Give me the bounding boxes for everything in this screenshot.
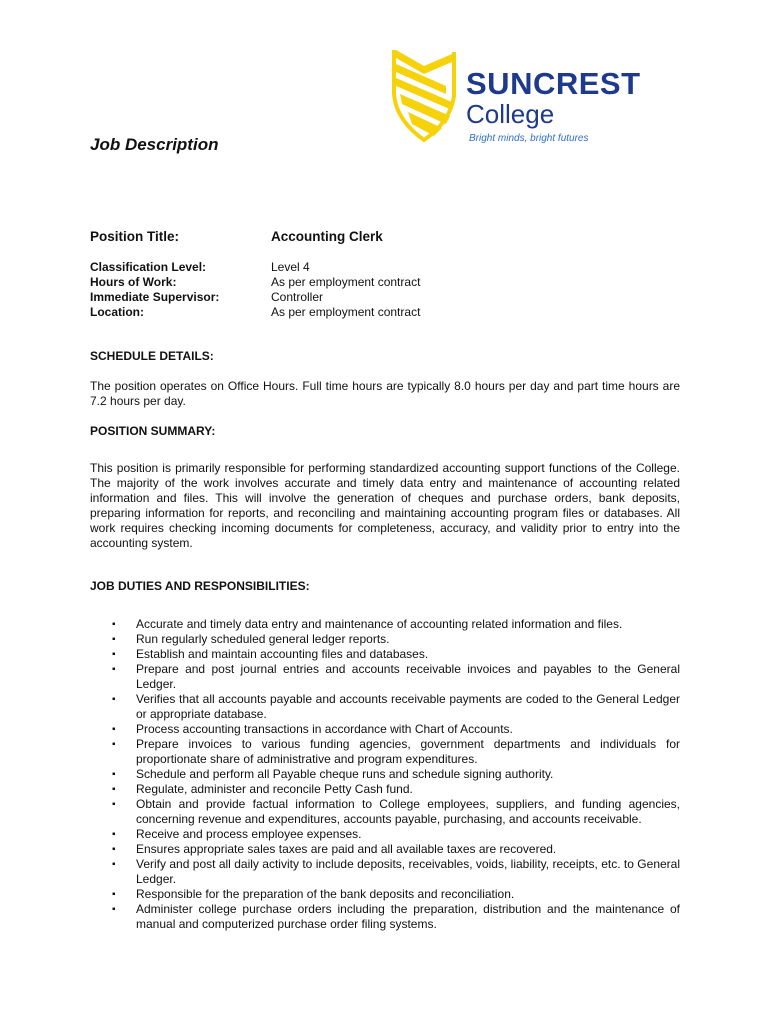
info-labels [90, 260, 219, 320]
document-title: Job Description [90, 135, 219, 154]
duty-item: ▪ Verifies that all accounts payable and accounts receivable payments are coded to the General Ledger or appropriate database. [110, 692, 680, 722]
position-title-label: Position Title: [90, 229, 180, 244]
summary-heading: POSITION SUMMARY: [90, 424, 216, 438]
position-title-value: Accounting Clerk [271, 229, 383, 244]
logo-college-name: College [466, 99, 555, 129]
duty-item: ▪ Regulate, administer and reconcile Petty Cash fund. [110, 782, 680, 797]
duty-item: ▪ Ensures appropriate sales taxes are paid and all available taxes are recovered. [110, 842, 680, 857]
duty-item: ▪ Prepare invoices to various funding agencies, government departments and individuals for proportionate share of administrative and program expenditures. [110, 737, 680, 767]
duty-item: ▪ Obtain and provide factual information to College employees, suppliers, and funding agencies, concerning revenue and expenditures, accounts payable, purchasing, and accounts receivable. [110, 797, 680, 827]
schedule-heading: SCHEDULE DETAILS: [90, 349, 214, 363]
info-values [271, 260, 420, 320]
summary-text: This position is primarily responsible for performing standardized accounting support functions of the College. The majority of the work involves accurate and timely data entry and maintenance of accounting related information and files. This will involve the generation of cheques and purchase orders, bank deposits, preparing information for reports, and reconciling and maintaining accounting program files or databases. All work requires checking incoming documents for completeness, accuracy, and validity prior to entry into the accounting system. [90, 461, 680, 550]
hours-label: Hours of Work: [90, 275, 177, 289]
college-logo [390, 46, 640, 146]
logo-brand-name: SUNCREST [466, 66, 641, 101]
duty-item: ▪ Administer college purchase orders including the preparation, distribution and the maintenance of manual and computerized purchase order filing systems. [110, 902, 680, 932]
location-label: Location: [90, 305, 144, 319]
duties-list [110, 617, 680, 932]
duty-item: ▪ Receive and process employee expenses. [110, 827, 680, 842]
logo-tagline: Bright minds, bright futures [469, 133, 589, 144]
duty-item: ▪ Schedule and perform all Payable cheque runs and schedule signing authority. [110, 767, 680, 782]
supervisor-value: Controller [271, 290, 324, 304]
duty-item: ▪ Run regularly scheduled general ledger reports. [110, 632, 680, 647]
hours-value: As per employment contract [271, 275, 421, 289]
duties-heading: JOB DUTIES AND RESPONSIBILITIES: [90, 579, 310, 593]
duty-item: ▪ Prepare and post journal entries and accounts receivable invoices and payables to the General Ledger. [110, 662, 680, 692]
schedule-text: The position operates on Office Hours. Full time hours are typically 8.0 hours per day and part time hours are 7.2 hours per day. [90, 379, 680, 408]
duty-item: ▪ Process accounting transactions in accordance with Chart of Accounts. [110, 722, 680, 737]
shield-emblem-icon [390, 46, 460, 144]
classification-label: Classification Level: [90, 260, 207, 274]
classification-value: Level 4 [271, 260, 310, 274]
duty-item: ▪ Accurate and timely data entry and maintenance of accounting related information and files. [110, 617, 680, 632]
supervisor-label: Immediate Supervisor: [90, 290, 220, 304]
duty-item: ▪ Verify and post all daily activity to include deposits, receivables, voids, liability, receipts, etc. to General Ledger. [110, 857, 680, 887]
location-value: As per employment contract [271, 305, 421, 319]
duty-item: ▪ Establish and maintain accounting files and databases. [110, 647, 680, 662]
duty-item: ▪ Responsible for the preparation of the bank deposits and reconciliation. [110, 887, 680, 902]
